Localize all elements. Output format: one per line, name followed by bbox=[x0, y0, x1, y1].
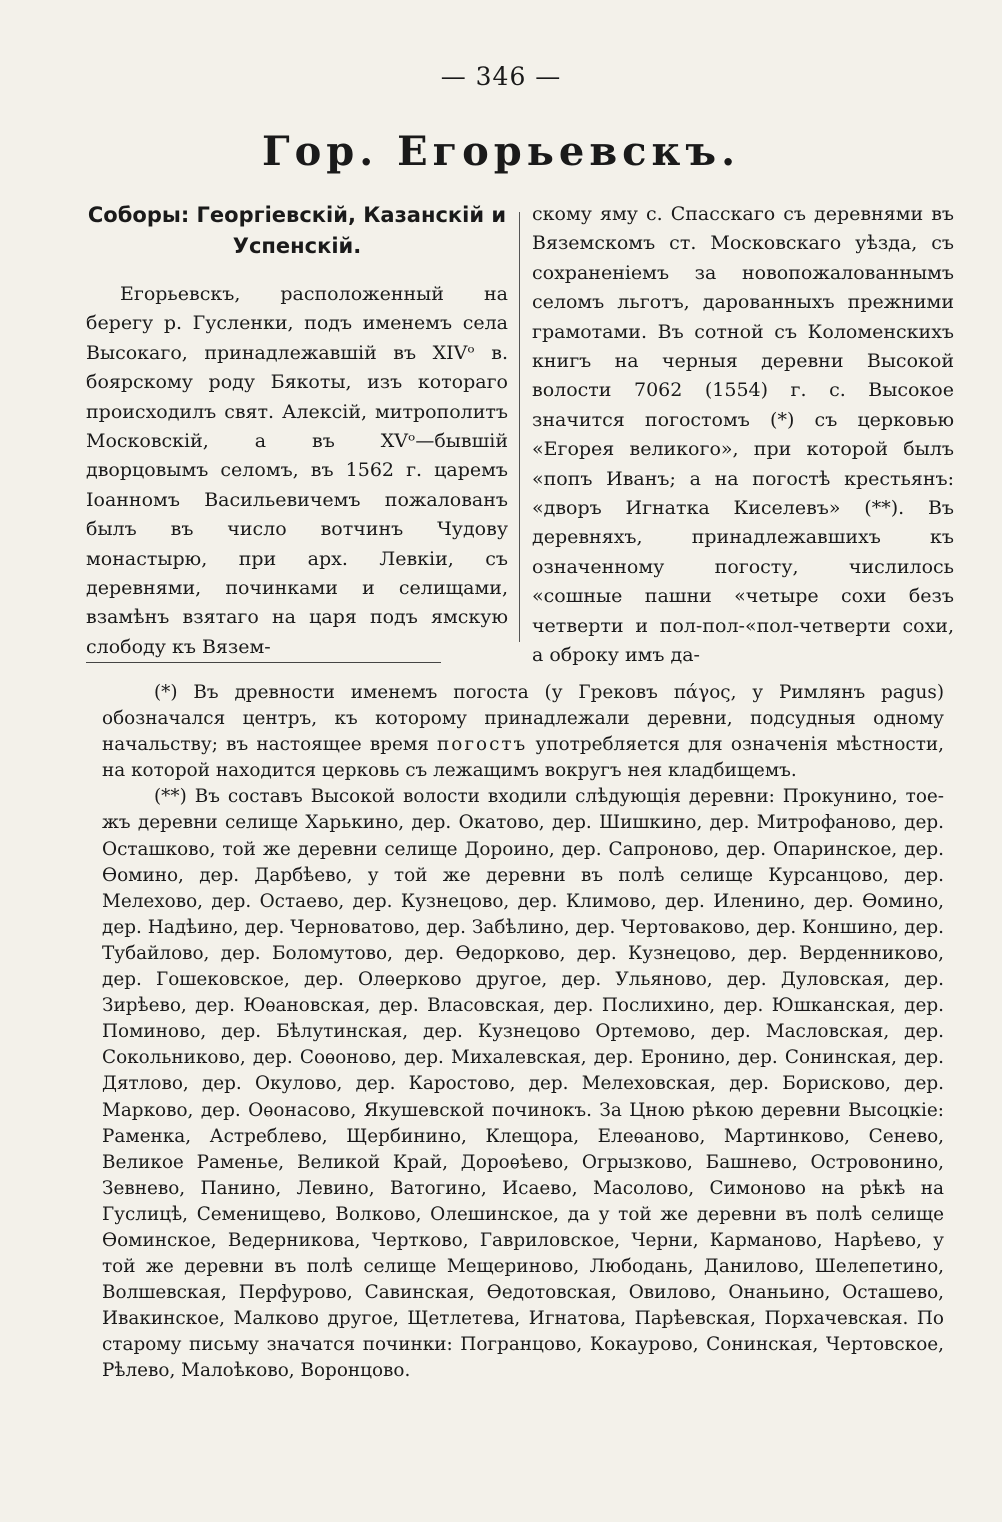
right-column bbox=[532, 200, 954, 671]
column-divider bbox=[519, 212, 520, 642]
right-column-text: скому яму с. Спасскаго съ деревнями въ Вяземскомъ ст. Московскаго уѣзда, съ сохраненіемъ за новопожалованнымъ селомъ льготъ, дарованныхъ прежними грамотами. Въ сотной съ Коломенскихъ книгъ на черныя деревни Высокой волости 7062 (1554) г. с. Высокое значится погостомъ (*) съ церковью «Егорея великого», при которой былъ «попъ Иванъ; а на погостѣ крестьянъ: «дворъ Игнатка Киселевъ» (**). Въ деревняхъ, принадлежавшихъ къ означенному погосту, числилось «сошные пашни «четыре сохи безъ четверти и пол-пол-«пол-четверти сохи, а оброку имъ да- bbox=[532, 203, 954, 667]
left-column-text: Егорьевскъ, расположенный на берегу р. Гусленки, подъ именемъ села Высокаго, принадлежавшій въ XIVᵒ в. боярскому роду Бякоты, изъ котораго происходилъ свят. Алексій, митрополитъ Московскій, а въ XVᵒ—бывшій дворцовымъ селомъ, въ 1562 г. царемъ Іоанномъ Васильевичемъ пожалованъ былъ въ число вотчинъ Чудову монастырю, при арх. Левкіи, съ деревнями, починками и селищами, взамѣнъ взятаго на царя подъ ямскую слободу къ Вязем- bbox=[86, 283, 508, 658]
footnote-1-spaced-word: погостъ bbox=[437, 734, 528, 756]
footnote-2: (**) Въ составъ Высокой волости входили слѣдующія деревни: Прокунино, тое-жъ деревни селище Харькино, дер. Окатово, дер. Шишкино, дер. Митрофаново, дер. Осташково, той же деревни селище Дороино, дер. Сапроново, дер. Опаринское, дер. Ѳомино, дер. Дарбѣево, у той же деревни въ полѣ селище Курсанцово, дер. Мелехово, дер. Остаево, дер. Кузнецово, дер. Климово, дер. Иленино, дер. Ѳомино, дер. Надѣино, дер. Черноватово, дер. Забѣлино, дер. Чертоваково, дер. Коншино, дер. Тубайлово, дер. Боломутово, дер. Ѳедорково, дер. Кузнецово, дер. Верденниково, дер. Гошековское, дер. Олѳерково другое, дер. Ульяново, дер. Дуловская, дер. Зирѣево, дер. Юѳановская, дер. Власовская, дер. Послихино, дер. Юшканская, дер. Поминово, дер. Бѣлутинская, дер. Кузнецово Ортемово, дер. Масловская, дер. Сокольниково, дер. Соѳоново, дер. Михалевская, дер. Еронино, дер. Сонинская, дер. Дятлово, дер. Окулово, дер. Каростово, дер. Мелеховская, дер. Борисково, дер. Марково, дер. Оѳонасово, Якушевской починокъ. За Цною рѣкою деревни Высоцкіе: Раменка, Астреблево, Щербинино, Клещора, Елеѳаново, Мартинково, Сенево, Великое Раменье, Великой Край, Дороѳѣево, Огрызково, Башнево, Островонино, Зевнево, Панино, Левино, Ватогино, Исаево, Масолово, Симоново на рѣкѣ на Гуслицѣ, Семенищево, Волково, Олешинское, да у той же деревни въ полѣ селище Ѳоминское, Ведерникова, Чертково, Гавриловское, Черни, Карманово, Нарѣево, у той же деревни въ полѣ селище Мещериново, Любодань, Данилово, Шелепетино, Волшевская, Перфурово, Савинская, Ѳедотовская, Овилово, Онаньино, Осташево, Ивакинское, Малково другое, Щетлетева, Игнатова, Парѣевская, Порхачевская. По старому письму значатся починки: Погранцово, Кокаурово, Сонинская, Чертовское, Рѣлево, Малоѣково, Воронцово. bbox=[102, 786, 944, 1382]
footnote-1-end: употребляется для означенія мѣстности, на которой находится церковь съ лежащимъ вокругъ нея кладбищемъ. bbox=[102, 734, 944, 782]
section-heading: Соборы: Георгіевскій, Казанскій и Успенскій. bbox=[87, 203, 507, 258]
footnote-1 bbox=[102, 680, 944, 784]
footnote-divider bbox=[86, 662, 441, 663]
footnote-1-start: (*) Въ древности именемъ погоста (у Грековъ bbox=[154, 682, 674, 703]
page-title: Гор. Егорьевскъ. bbox=[261, 128, 740, 175]
footnote-1-middle: , у Римлянъ pagus) обозначался центръ, къ которому принадлежали деревни, подсудныя одному начальству; въ настоящее время bbox=[102, 682, 944, 756]
page-number: — 346 — bbox=[440, 62, 562, 91]
footnotes bbox=[102, 680, 944, 1385]
left-column bbox=[86, 200, 508, 662]
footnote-1-greek-word: πάγος bbox=[673, 682, 731, 703]
